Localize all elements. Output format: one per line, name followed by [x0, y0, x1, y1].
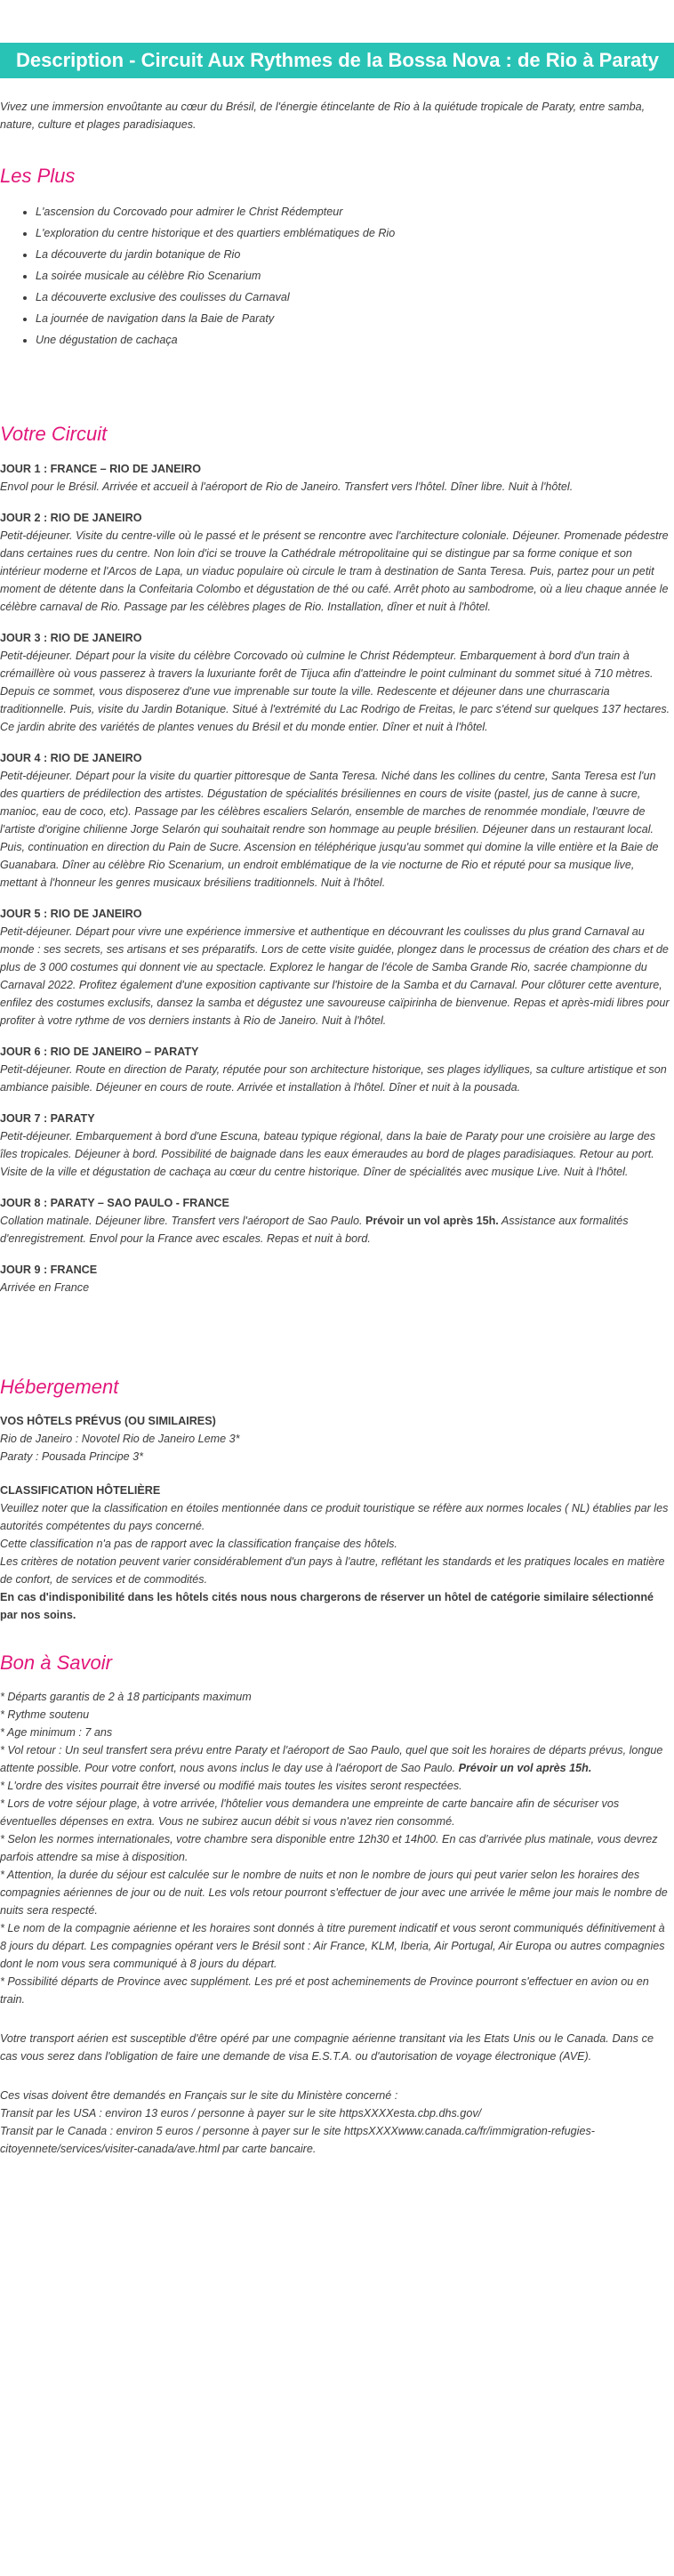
note-line — [0, 1741, 674, 1777]
day-text: Petit-déjeuner. Route en direction de Paraty, réputée pour son architecture historique, ses plages idylliques, sa culture artistique et son ambiance paisible. Déjeuner en cours de route. Arrivée et installation à l'hôtel. Dîner et nuit à la pousada. — [0, 1063, 667, 1094]
classification-note: En cas d'indisponibilité dans les hôtels cités nous nous chargerons de réserver un hôtel de catégorie similaire sélectionné par nos soins. — [0, 1591, 654, 1621]
page-title: Description - Circuit Aux Rythmes de la Bossa Nova : de Rio à Paraty — [0, 43, 674, 78]
day-9 — [0, 1261, 674, 1296]
visa-line: Transit par les USA : environ 13 euros / personne à payer sur le site httpsXXXXesta.cbp.dhs.gov/ — [0, 2107, 482, 2120]
list-item: • La soirée musicale au célèbre Rio Scenarium — [36, 265, 674, 287]
day-title: JOUR 4 : RIO DE JANEIRO — [0, 752, 142, 764]
note-line: * Possibilité départs de Province avec supplément. Les pré et post acheminements de Province pourront s'effectuer en avion ou en train. — [0, 1975, 649, 2006]
day-8 — [0, 1194, 674, 1248]
list-item: • L'ascension du Corcovado pour admirer le Christ Rédempteur — [36, 201, 674, 222]
day-text: Petit-déjeuner. Départ pour la visite du quartier pittoresque de Santa Teresa. Niché dans les collines du centre, Santa Teresa est l'un des quartiers de prédilection des artistes. Dégustation de spécialités brésiliennes en cours de visite (pastel, jus de canne à sucre, manioc, eau de coco, etc). Passage par les célèbres escaliers Selarón, ensemble de marches de renommée mondiale, l'œuvre de l'artiste d'origine chilienne Jorge Selarón qui souhaitait rendre son hommage au peuple brésilien. Déjeuner dans un restaurant local. Puis, continuation en direction du Pain de Sucre. Ascension en téléphérique jusqu'au sommet qui domine la ville entière et la Baie de Guanabara. Dîner au célèbre Rio Scenarium, un endroit emblématique de la vie nocturne de Rio et réputé pour sa musique live, mettant à l'honneur les genres musicaux brésiliens traditionnels. Nuit à l'hôtel. — [0, 770, 659, 889]
day-title: JOUR 3 : RIO DE JANEIRO — [0, 632, 142, 644]
day-title: JOUR 5 : RIO DE JANEIRO — [0, 908, 142, 920]
circuit-heading: Votre Circuit — [0, 423, 108, 445]
note-line: * Selon les normes internationales, votre chambre sera disponible entre 12h30 et 14h00. En cas d'arrivée plus matinale, vous devrez parfois attendre sa mise à disposition. — [0, 1833, 658, 1863]
plus-list — [0, 201, 674, 351]
notes-block — [0, 1688, 674, 2008]
classification-title: CLASSIFICATION HÔTELIÈRE — [0, 1484, 161, 1497]
hotel-line: Paraty : Pousada Principe 3* — [0, 1450, 144, 1463]
note-line: * L'ordre des visites pourrait être inversé ou modifié mais toutes les visites seront respectées. — [0, 1780, 462, 1792]
classification-line: Les critères de notation peuvent varier considérablement d'un pays à l'autre, reflétant les standards et les pratiques locales en matière de confort, de services et de commodités. — [0, 1555, 665, 1586]
hebergement-heading: Hébergement — [0, 1376, 119, 1398]
list-item: • La journée de navigation dans la Baie de Paraty — [36, 308, 674, 329]
day-text-part: Assistance aux formalités d'enregistrement. Envol pour la France avec escales. Repas et nuit à bord. — [0, 1215, 629, 1245]
hotels-title: VOS HÔTELS PRÉVUS (OU SIMILAIRES) — [0, 1415, 216, 1427]
day-text-highlight: Prévoir un vol après 15h. — [365, 1215, 499, 1227]
day-1 — [0, 460, 674, 496]
note-line: * Age minimum : 7 ans — [0, 1726, 113, 1739]
day-title: JOUR 8 : PARATY – SAO PAULO - FRANCE — [0, 1197, 229, 1209]
visa-line: Transit par le Canada : environ 5 euros / personne à payer sur le site httpsXXXXwww.canada.ca/fr/immigration-refugies-citoyennete/services/visiter-canada/ave.html par carte bancaire. — [0, 2125, 595, 2155]
savoir-heading: Bon à Savoir — [0, 1651, 112, 1674]
day-text — [0, 1212, 674, 1248]
day-title: JOUR 9 : FRANCE — [0, 1264, 98, 1276]
day-3 — [0, 629, 674, 736]
list-item: • La découverte exclusive des coulisses du Carnaval — [36, 287, 674, 308]
day-title: JOUR 1 : FRANCE – RIO DE JANEIRO — [0, 463, 202, 475]
day-title: JOUR 2 : RIO DE JANEIRO — [0, 512, 142, 524]
list-item: • La découverte du jardin botanique de Rio — [36, 244, 674, 265]
list-item: • Une dégustation de cachaça — [36, 329, 674, 351]
classification-line: Cette classification n'a pas de rapport avec la classification française des hôtels. — [0, 1538, 397, 1550]
day-text: Envol pour le Brésil. Arrivée et accueil à l'aéroport de Rio de Janeiro. Transfert vers l'hôtel. Dîner libre. Nuit à l'hôtel. — [0, 480, 574, 493]
day-text: Petit-déjeuner. Départ pour la visite du célèbre Corcovado où culmine le Christ Rédempteur. Embarquement à bord d'un train à crémaillère où vous passerez à travers la luxuriante forêt de Tijuca afin d'atteindre le point culminant du sommet situé à 710 mètres. Depuis ce sommet, vous disposerez d'une vue imprenable sur toute la ville. Redescente et déjeuner dans une churrascaria traditionnelle. Puis, visite du Jardin Botanique. Situé à l'extrémité du Lac Rodrigo de Freitas, le parc s'étend sur quelques 137 hectares. Ce jardin abrite des variétés de plantes venues du Brésil et du monde entier. Dîner et nuit à l'hôtel. — [0, 650, 670, 733]
day-title: JOUR 7 : PARATY — [0, 1112, 95, 1125]
note-highlight: Prévoir un vol après 15h. — [458, 1762, 592, 1774]
note-line: * Lors de votre séjour plage, à votre arrivée, l'hôtelier vous demandera une empreinte de carte bancaire afin de sécuriser vos éventuelles dépenses en extra. Vous ne subirez aucun débit si vous n'avez rien consommé. — [0, 1797, 620, 1828]
list-item: • L'exploration du centre historique et des quartiers emblématiques de Rio — [36, 222, 674, 244]
note-line: * Rythme soutenu — [0, 1708, 90, 1721]
plus-heading: Les Plus — [0, 165, 76, 187]
note-line: * Attention, la durée du séjour est calculée sur le nombre de nuits et non le nombre de jours qui peut varier selon les horaires des compagnies aériennes de jour ou de nuit. Les vols retour pourront s'effectuer de jour avec une arrivée le même jour mais le nombre de nuits sera respecté. — [0, 1869, 668, 1917]
day-4 — [0, 749, 674, 892]
intro-text: Vivez une immersion envoûtante au cœur du Brésil, de l'énergie étincelante de Rio à la quiétude tropicale de Paraty, entre samba, nature, culture et plages paradisiaques. — [0, 101, 646, 131]
day-text: Petit-déjeuner. Départ pour vivre une expérience immersive et authentique en découvrant les coulisses du plus grand Carnaval au monde : ses secrets, ses artisans et ses préparatifs. Lors de cette visite guidée, plongez dans le processus de création des chars et de plus de 3 000 costumes qui donnent vie au spectacle. Explorez le hangar de l'école de Samba Grande Rio, sacrée championne du Carnaval 2022. Profitez également d'une exposition captivante sur l'histoire de la Samba et du Carnaval. Pour clôturer cette aventure, enfilez des costumes exclusifs, dansez la samba et dégustez une savoureuse caïpirinha de bienvenue. Repas et après-midi libres pour profiter à votre rythme de vos derniers instants à Rio de Janeiro. Nuit à l'hôtel. — [0, 925, 670, 1027]
classification-line: Veuillez noter que la classification en étoiles mentionnée dans ce produit touristique se réfère aux normes locales ( NL) établies par les autorités compétentes du pays concerné. — [0, 1502, 669, 1532]
day-text-part: Collation matinale. Déjeuner libre. Transfert vers l'aéroport de Sao Paulo. — [0, 1215, 365, 1227]
page — [0, 43, 674, 2176]
day-title: JOUR 6 : RIO DE JANEIRO – PARATY — [0, 1046, 199, 1058]
visa-block — [0, 2087, 674, 2158]
esta-paragraph: Votre transport aérien est susceptible d'être opéré par une compagnie aérienne transitant via les Etats Unis ou le Canada. Dans ce cas vous serez dans l'obligation de faire une demande de visa E.S.T.A. ou d'autorisation de voyage électronique (AVE). — [0, 2032, 654, 2063]
day-text: Arrivée en France — [0, 1281, 90, 1294]
day-7 — [0, 1110, 674, 1181]
hotel-line: Rio de Janeiro : Novotel Rio de Janeiro Leme 3* — [0, 1433, 240, 1445]
day-2 — [0, 509, 674, 616]
day-text: Petit-déjeuner. Embarquement à bord d'une Escuna, bateau typique régional, dans la baie de Paraty pour une croisière au large des îles tropicales. Déjeuner à bord. Possibilité de baignade dans les eaux émeraudes au bord de plages paradisiaques. Retour au port. Visite de la ville et dégustation de cachaça au cœur du centre historique. Dîner de spécialités avec musique Live. Nuit à l'hôtel. — [0, 1130, 656, 1178]
day-6 — [0, 1043, 674, 1096]
note-line: * Départs garantis de 2 à 18 participants maximum — [0, 1691, 252, 1703]
day-5 — [0, 905, 674, 1030]
day-text: Petit-déjeuner. Visite du centre-ville où le passé et le présent se rencontre avec l'architecture coloniale. Déjeuner. Promenade pédestre dans certaines rues du centre. Non loin d'ici se trouve la Cathédrale métropolitaine qui se distingue par sa forme conique et son intérieur moderne et l'Arcos de Lapa, un viaduc populaire où circule le tram à destination de Santa Teresa. Puis, partez pour un petit moment de détente dans la Confeitaria Colombo et dégustation de thé ou café. Arrêt photo au sambodrome, où a lieu chaque année le célèbre carnaval de Rio. Passage par les célèbres plages de Rio. Installation, dîner et nuit à l'hôtel. — [0, 529, 669, 613]
note-line: * Le nom de la compagnie aérienne et les horaires sont donnés à titre purement indicatif et vous seront communiqués définitivement à 8 jours du départ. Les compagnies opérant vers le Brésil sont : Air France, KLM, Iberia, Air Portugal, Air Europa ou autres compagnies dont le nom vous sera communiqué à 8 jours du départ. — [0, 1922, 665, 1970]
visa-line: Ces visas doivent être demandés en Français sur le site du Ministère concerné : — [0, 2089, 398, 2102]
note-part: * Vol retour : Un seul transfert sera prévu entre Paraty et l'aéroport de Sao Paulo, quel que soit les horaires de départs prévus, longue attente possible. Pour votre confort, nous avons inclus le day use à l'aéroport de Sao Paulo. — [0, 1744, 663, 1774]
